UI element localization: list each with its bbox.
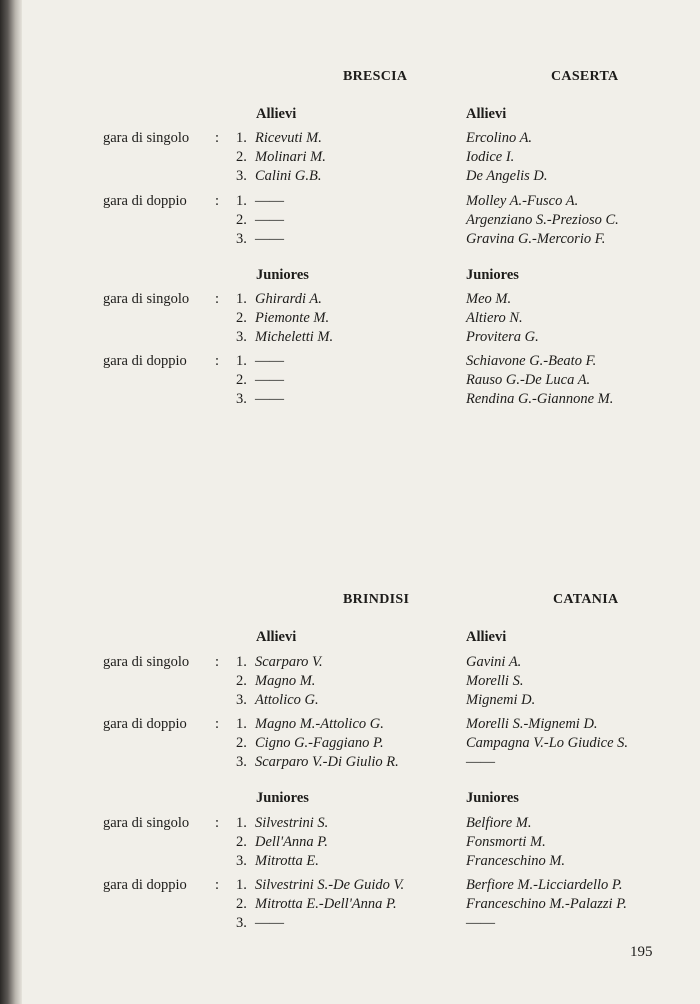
result-empty: —— [255,212,284,228]
result-name: Attolico G. [255,692,319,708]
result-name: Silvestrini S. [255,815,329,831]
result-name: Molley A.-Fusco A. [466,193,579,209]
event-label-doppio: gara di doppio [103,353,187,369]
colon: : [215,193,220,209]
category-heading-juniores: Juniores [256,790,309,806]
result-name: Franceschino M. [466,853,566,869]
page-number: 195 [630,944,653,960]
result-empty: —— [466,915,495,931]
result-name: Argenziano S.-Prezioso C. [466,212,619,228]
rank-number: 1. [236,815,247,831]
colon: : [215,353,220,369]
result-name: Ricevuti M. [255,130,322,146]
result-name: Campagna V.-Lo Giudice S. [466,735,629,751]
result-name: Micheletti M. [255,329,334,345]
rank-number: 1. [236,353,247,369]
rank-number: 2. [236,149,247,165]
colon: : [215,654,220,670]
event-label-singolo: gara di singolo [103,815,190,831]
rank-number: 2. [236,310,247,326]
event-label-singolo: gara di singolo [103,654,190,670]
colon: : [215,130,220,146]
rank-number: 2. [236,673,247,689]
result-name: Mitrotta E. [255,853,319,869]
event-label-doppio: gara di doppio [103,877,187,893]
rank-number: 1. [236,877,247,893]
rank-number: 3. [236,754,247,770]
city-heading-brindisi: BRINDISI [343,592,410,607]
result-name: Molinari M. [255,149,326,165]
rank-number: 2. [236,735,247,751]
result-name: Rendina G.-Giannone M. [466,391,614,407]
city-heading-brescia: BRESCIA [343,69,408,84]
rank-number: 1. [236,291,247,307]
colon: : [215,716,220,732]
city-heading-caserta: CASERTA [551,69,619,84]
result-name: Belfiore M. [466,815,532,831]
category-heading-juniores: Juniores [466,790,519,806]
event-label-doppio: gara di doppio [103,716,187,732]
rank-number: 2. [236,896,247,912]
rank-number: 3. [236,168,247,184]
rank-number: 2. [236,834,247,850]
colon: : [215,815,220,831]
result-name: Iodice I. [466,149,515,165]
category-heading-allievi: Allievi [256,629,297,645]
result-name: Magno M.-Attolico G. [255,716,384,732]
rank-number: 3. [236,391,247,407]
result-name: Ercolino A. [466,130,533,146]
rank-number: 3. [236,915,247,931]
book-spine-shadow [0,0,22,1004]
category-heading-allievi: Allievi [466,629,507,645]
result-empty: —— [466,754,495,770]
result-name: Scarparo V.-Di Giulio R. [255,754,399,770]
rank-number: 1. [236,654,247,670]
result-name: Mitrotta E.-Dell'Anna P. [255,896,397,912]
rank-number: 1. [236,193,247,209]
result-name: Ghirardi A. [255,291,322,307]
category-heading-juniores: Juniores [256,267,309,283]
result-name: Piemonte M. [255,310,330,326]
result-empty: —— [255,372,284,388]
result-empty: —— [255,353,284,369]
result-name: Rauso G.-De Luca A. [466,372,591,388]
result-name: Berfiore M.-Licciardello P. [466,877,623,893]
rank-number: 2. [236,212,247,228]
result-name: De Angelis D. [466,168,548,184]
category-heading-juniores: Juniores [466,267,519,283]
result-name: Magno M. [255,673,316,689]
result-empty: —— [255,391,284,407]
result-name: Provitera G. [466,329,539,345]
result-name: Fonsmorti M. [466,834,546,850]
result-name: Silvestrini S.-De Guido V. [255,877,405,893]
result-name: Morelli S.-Mignemi D. [466,716,598,732]
colon: : [215,877,220,893]
rank-number: 3. [236,231,247,247]
rank-number: 3. [236,329,247,345]
rank-number: 3. [236,853,247,869]
result-name: Gravina G.-Mercorio F. [466,231,606,247]
event-label-singolo: gara di singolo [103,291,190,307]
colon: : [215,291,220,307]
city-heading-catania: CATANIA [553,592,619,607]
rank-number: 3. [236,692,247,708]
result-name: Cigno G.-Faggiano P. [255,735,384,751]
result-name: Calini G.B. [255,168,322,184]
event-label-singolo: gara di singolo [103,130,190,146]
result-empty: —— [255,231,284,247]
result-empty: —— [255,915,284,931]
result-name: Altiero N. [466,310,523,326]
result-name: Schiavone G.-Beato F. [466,353,597,369]
category-heading-allievi: Allievi [466,106,507,122]
rank-number: 2. [236,372,247,388]
result-name: Scarparo V. [255,654,323,670]
result-name: Dell'Anna P. [255,834,328,850]
result-name: Meo M. [466,291,512,307]
result-name: Mignemi D. [466,692,536,708]
category-heading-allievi: Allievi [256,106,297,122]
event-label-doppio: gara di doppio [103,193,187,209]
result-name: Franceschino M.-Palazzi P. [466,896,627,912]
rank-number: 1. [236,130,247,146]
result-empty: —— [255,193,284,209]
rank-number: 1. [236,716,247,732]
result-name: Gavini A. [466,654,522,670]
result-name: Morelli S. [466,673,524,689]
